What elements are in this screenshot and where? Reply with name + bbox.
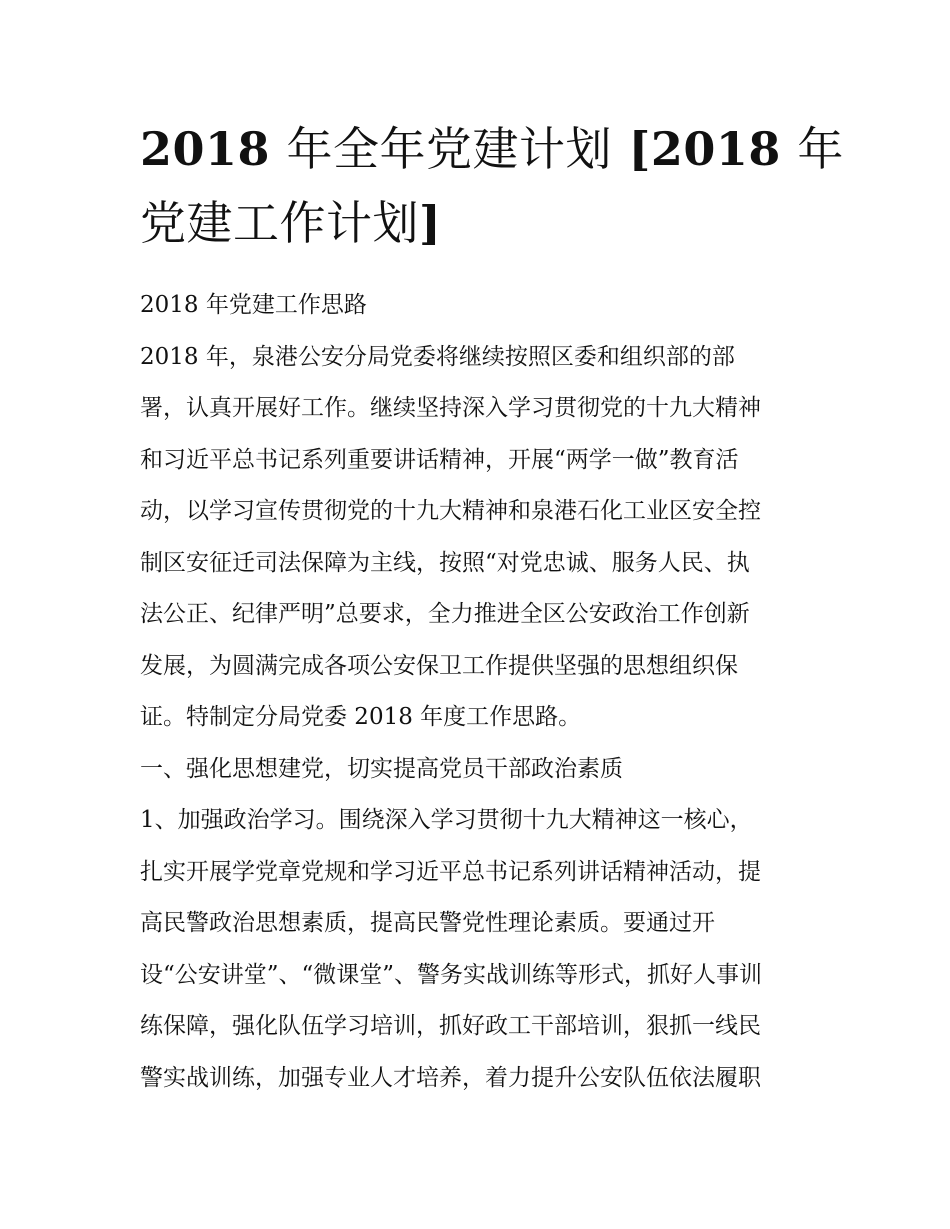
section-heading-1: 一、强化思想建党，切实提高党员干部政治素质 xyxy=(140,755,623,782)
document-page xyxy=(140,112,844,1104)
title-text: 年全年党建计划 xyxy=(286,122,613,176)
paragraph-line: 1、加强政治学习。围绕深入学习贯彻十九大精神这一核心， xyxy=(140,807,753,833)
title-text-year-suffix: 年 xyxy=(797,122,844,176)
title-year: 2018 xyxy=(140,122,271,176)
paragraph-line: 制区安征迁司法保障为主线，按照“对党忠诚、服务人民、执 xyxy=(140,549,750,576)
paragraph-line: 法公正、纪律严明”总要求，全力推进全区公安政治工作创新 xyxy=(140,601,750,627)
paragraph-line: 练保障，强化队伍学习培训，抓好政工干部培训，狠抓一线民 xyxy=(140,1013,761,1039)
paragraph-line: 发展，为圆满完成各项公安保卫工作提供坚强的思想组织保 xyxy=(140,652,738,679)
paragraph-line: 动，以学习宣传贯彻党的十九大精神和泉港石化工业区安全控 xyxy=(140,498,761,524)
title-line-2 xyxy=(140,186,812,260)
title-subtitle: 党建工作计划 xyxy=(140,196,419,250)
title-bracket-year: [2018 xyxy=(628,122,781,176)
paragraph-line: 2018 年，泉港公安分局党委将继续按照区委和组织部的部 xyxy=(140,343,735,370)
paragraph-line: 署，认真开展好工作。继续坚持深入学习贯彻党的十九大精神 xyxy=(140,395,761,421)
paragraph-line: 证。特制定分局党委 2018 年度工作思路。 xyxy=(140,704,582,730)
title-bracket-close: ] xyxy=(419,196,442,250)
paragraph-line: 警实战训练，加强专业人才培养，着力提升公安队伍依法履职 xyxy=(140,1064,761,1091)
section-heading-work-ideas: 2018 年党建工作思路 xyxy=(140,292,367,318)
paragraph-line: 高民警政治思想素质，提高民警党性理论素质。要通过开 xyxy=(140,910,715,936)
paragraph-line: 扎实开展学党章党规和学习近平总书记系列讲话精神活动，提 xyxy=(140,858,761,885)
title-line-1 xyxy=(140,112,844,186)
document-body xyxy=(140,280,812,1104)
paragraph-line: 设“公安讲堂”、“微课堂”、警务实战训练等形式，抓好人事训 xyxy=(140,961,763,988)
paragraph-line: 和习近平总书记系列重要讲话精神，开展“两学一做”教育活 xyxy=(140,446,739,473)
document-title xyxy=(140,112,844,260)
